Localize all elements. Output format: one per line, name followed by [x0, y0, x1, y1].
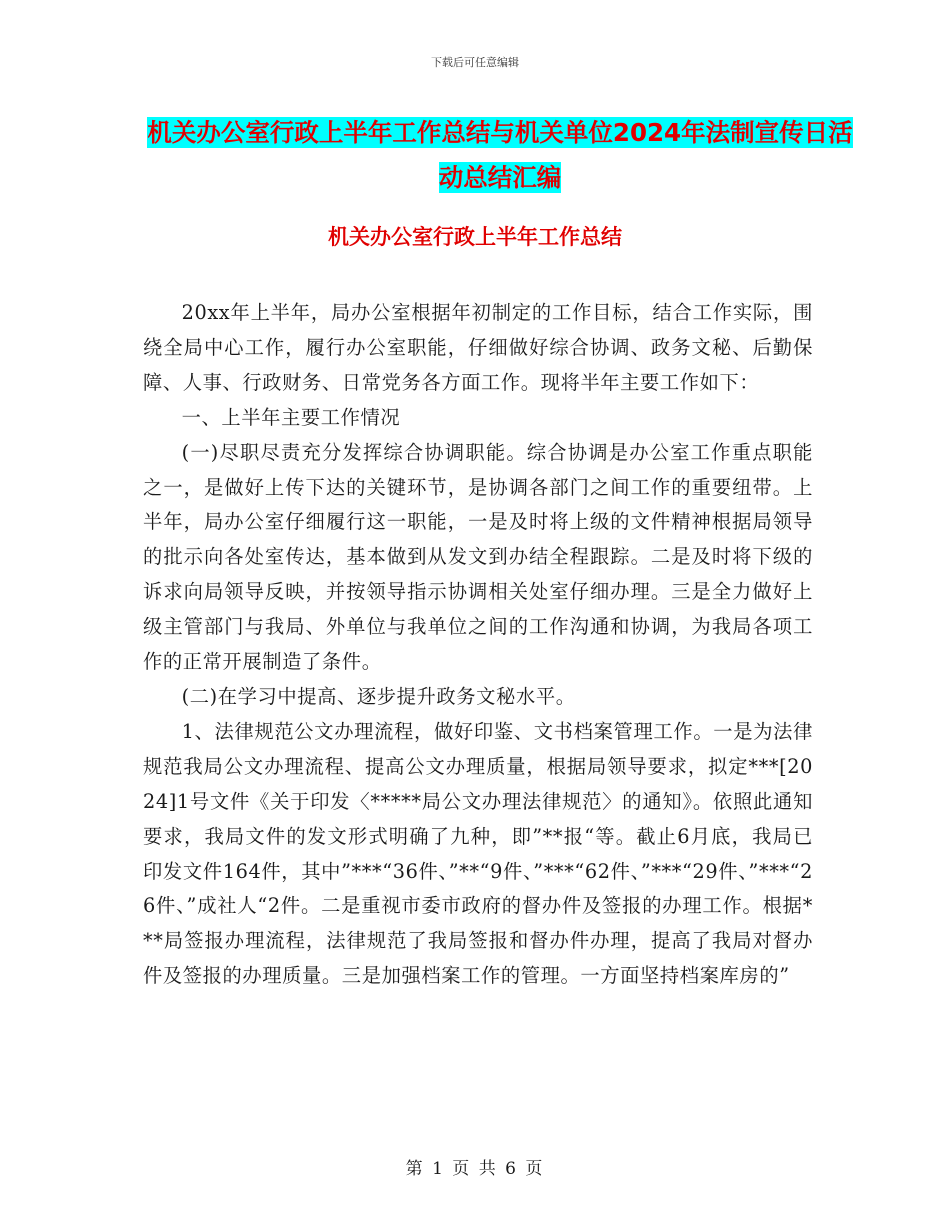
page-number-footer: 第 1 页 共 6 页 — [405, 1159, 545, 1179]
paragraph-document-process: 1、法律规范公文办理流程，做好印鉴、文书档案管理工作。一是为法律规范我局公文办理流程、提高公文办理质量，根据局领导要求，拟定***[2024]1号文件《关于印发〈*****局公文办理法律规范〉的通知》。依照此通知要求，我局文件的发文形式明确了九种，即”**报“等。截止6月底，我局已印发文件164件，其中”***“36件、”**“9件、”***“62件、”***“29件、”***“26件、”成社人“2件。二是重视市委市政府的督办件及签报的办理工作。根据***局签报办理流程，法律规范了我局签报和督办件办理，提高了我局对督办件及签报的办理质量。三是加强档案工作的管理。一方面坚持档案库房的” — [143, 719, 813, 988]
subheading-secretarial: (二)在学习中提高、逐步提升政务文秘水平。 — [181, 684, 576, 708]
paragraph-coordination: (一)尽职尽责充分发挥综合协调职能。综合协调是办公室工作重点职能之一，是做好上传下达的关键环节，是协调各部门之间工作的重要纽带。上半年，局办公室仔细履行这一职能，一是及时将上级的文件精神根据局领导的批示向各处室传达，基本做到从发文到办结全程跟踪。二是及时将下级的诉求向局领导反映，并按领导指示协调相关处室仔细办理。三是全力做好上级主管部门与我局、外单位与我单位之间的工作沟通和协调，为我局各项工作的正常开展制造了条件。 — [143, 440, 813, 674]
header-note: 下载后可任意编辑 — [431, 56, 519, 69]
document-title-text: 机关办公室行政上半年工作总结与机关单位2024年法制宣传日活动总结汇编 — [147, 118, 853, 192]
document-title — [140, 110, 860, 200]
heading-part-one: 一、上半年主要工作情况 — [181, 405, 401, 429]
paragraph-intro: 20xx年上半年，局办公室根据年初制定的工作目标，结合工作实际，围绕全局中心工作，履行办公室职能，仔细做好综合协调、政务文秘、后勤保障、人事、行政财务、日常党务各方面工作。现将半年主要工作如下： — [143, 301, 813, 394]
section-title: 机关办公室行政上半年工作总结 — [328, 225, 622, 249]
document-body — [143, 296, 813, 994]
